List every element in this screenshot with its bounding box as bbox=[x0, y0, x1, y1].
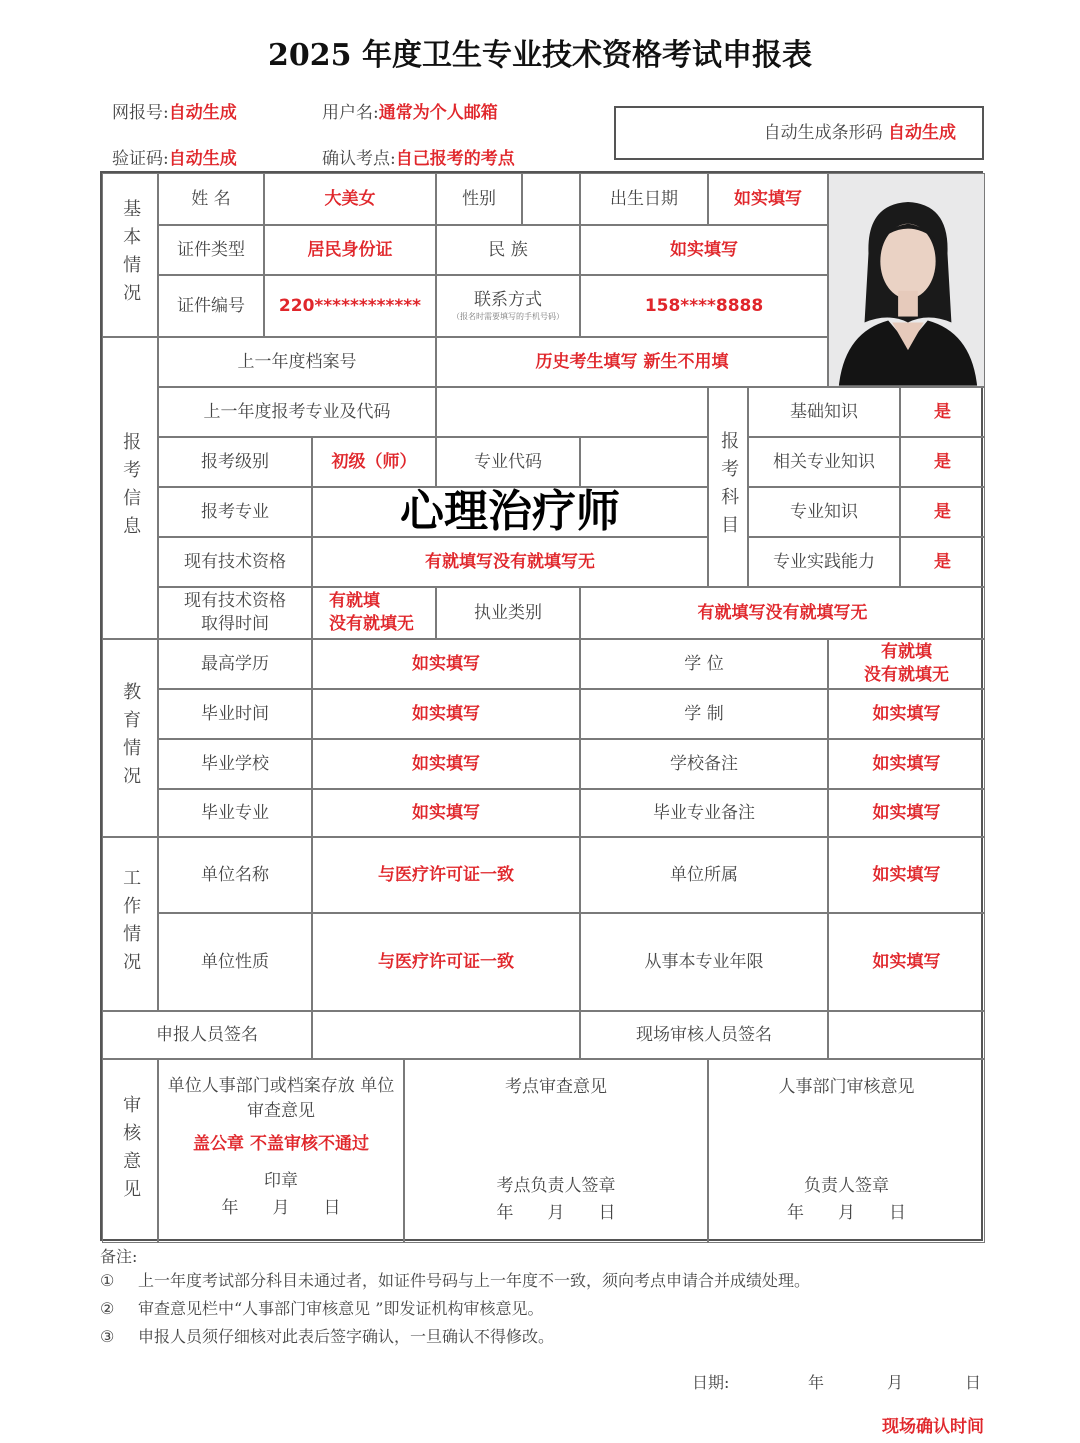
id-type-value[interactable] bbox=[264, 225, 436, 275]
subject-4-value[interactable] bbox=[900, 537, 985, 587]
prev-file-value[interactable] bbox=[436, 337, 828, 387]
username-label: 用户名: bbox=[322, 103, 379, 123]
net-no-label: 网报号: bbox=[112, 103, 169, 123]
code-value[interactable] bbox=[580, 437, 708, 487]
section-review: 审核意见 bbox=[102, 1059, 158, 1243]
school-label: 毕业学校 bbox=[158, 739, 312, 789]
prev-file-label: 上一年度档案号 bbox=[158, 337, 436, 387]
unit-opinion-label: 单位人事部门或档案存放 单位审查意见 bbox=[167, 1076, 395, 1121]
note-item bbox=[100, 1324, 1000, 1347]
degree-value-line1: 有就填 bbox=[881, 642, 932, 663]
school-note-value[interactable] bbox=[828, 739, 985, 789]
ethnicity-value[interactable] bbox=[580, 225, 828, 275]
degree-value[interactable] bbox=[828, 639, 985, 689]
qual-time-value[interactable] bbox=[312, 587, 436, 639]
schooling-value-text: 如实填写 bbox=[872, 703, 941, 724]
id-no-label: 证件编号 bbox=[158, 275, 264, 337]
username-value: 通常为个人邮箱 bbox=[378, 103, 498, 123]
years-label: 从事本专业年限 bbox=[580, 913, 828, 1011]
id-no-value[interactable] bbox=[264, 275, 436, 337]
qual-value[interactable] bbox=[312, 537, 708, 587]
unit-date: 年 月 日 bbox=[221, 1198, 341, 1219]
footer-date-label: 日期: bbox=[692, 1373, 730, 1392]
qual-time-label-text: 现有技术资格取得时间 bbox=[184, 591, 286, 634]
unit-name-value[interactable] bbox=[312, 837, 580, 913]
degree-edu-value[interactable] bbox=[312, 639, 580, 689]
schooling-value[interactable] bbox=[828, 689, 985, 739]
unit-opinion-value: 盖公章 不盖审核不通过 bbox=[193, 1134, 369, 1155]
footer-month: 月 bbox=[887, 1373, 904, 1392]
note-num: ① bbox=[100, 1271, 115, 1290]
degree-edu-label: 最高学历 bbox=[158, 639, 312, 689]
unit-seal-label: 印章 bbox=[264, 1171, 298, 1192]
section-subjects: 报考科目 bbox=[708, 387, 748, 587]
grad-time-value[interactable] bbox=[312, 689, 580, 739]
footer-day: 日 bbox=[965, 1373, 982, 1392]
site-opinion-label: 考点审查意见 bbox=[505, 1077, 607, 1097]
confirm-time: 现场确认时间 bbox=[882, 1417, 984, 1437]
notes-title: 备注: bbox=[100, 1247, 138, 1266]
unit-type-value[interactable] bbox=[312, 913, 580, 1011]
degree-label: 学 位 bbox=[580, 639, 828, 689]
schooling-label: 学 制 bbox=[580, 689, 828, 739]
applicant-sign-field[interactable] bbox=[312, 1011, 580, 1059]
prev-major-label: 上一年度报考专业及代码 bbox=[158, 387, 436, 437]
unit-name-value-text: 与医疗许可证一致 bbox=[378, 864, 514, 885]
unit-opinion-cell[interactable] bbox=[158, 1059, 404, 1243]
prev-major-value[interactable] bbox=[436, 387, 708, 437]
note-text: 上一年度考试部分科目未通过者，如证件号码与上一年度不一致，须向考点申请合并成绩处理。 bbox=[138, 1271, 811, 1290]
id-type-value-text: 居民身份证 bbox=[307, 239, 393, 260]
hr-opinion-label: 人事部门审核意见 bbox=[778, 1077, 915, 1097]
level-value-text: 初级（师） bbox=[331, 451, 417, 472]
section-work: 工作情况 bbox=[102, 837, 158, 1011]
qual-value-text: 有就填写没有就填写无 bbox=[425, 551, 595, 572]
subject-1-value-text: 是 bbox=[934, 401, 951, 422]
note-item bbox=[100, 1268, 1000, 1291]
grad-major-label: 毕业专业 bbox=[158, 789, 312, 837]
site-date: 年 月 日 bbox=[496, 1202, 616, 1223]
gender-value[interactable] bbox=[522, 173, 580, 225]
subject-1-value[interactable] bbox=[900, 387, 985, 437]
practice-label: 执业类别 bbox=[436, 587, 580, 639]
gender-label: 性别 bbox=[436, 173, 522, 225]
school-note-value-text: 如实填写 bbox=[872, 753, 941, 774]
subject-2-value-text: 是 bbox=[934, 451, 951, 472]
application-form-table bbox=[100, 171, 983, 1241]
note-num: ② bbox=[100, 1299, 115, 1318]
birth-label: 出生日期 bbox=[580, 173, 708, 225]
captcha bbox=[112, 144, 237, 169]
applicant-sign-label: 申报人员签名 bbox=[102, 1011, 312, 1059]
birth-value[interactable] bbox=[708, 173, 828, 225]
school-note-label: 学校备注 bbox=[580, 739, 828, 789]
net-no-value: 自动生成 bbox=[168, 103, 237, 123]
name-value-text: 大美女 bbox=[324, 188, 376, 209]
subject-3-value[interactable] bbox=[900, 487, 985, 537]
captcha-label: 验证码: bbox=[112, 149, 169, 169]
unit-type-value-text: 与医疗许可证一致 bbox=[378, 951, 514, 972]
unit-belong-value-text: 如实填写 bbox=[872, 864, 941, 885]
qual-time-label bbox=[158, 587, 312, 639]
subject-2-value[interactable] bbox=[900, 437, 985, 487]
net-no bbox=[112, 98, 237, 123]
notes-list bbox=[100, 1268, 1000, 1347]
practice-value[interactable] bbox=[580, 587, 985, 639]
barcode-value: 自动生成 bbox=[888, 123, 956, 143]
unit-name-label: 单位名称 bbox=[158, 837, 312, 913]
major-value-text: 心理治疗师 bbox=[400, 486, 620, 538]
qual-time-value-line2: 没有就填无 bbox=[329, 614, 414, 634]
subject-3-value-text: 是 bbox=[934, 501, 951, 522]
id-no-value-text: 220************ bbox=[278, 295, 422, 316]
degree-edu-value-text: 如实填写 bbox=[412, 653, 480, 674]
name-label: 姓 名 bbox=[158, 173, 264, 225]
level-label: 报考级别 bbox=[158, 437, 312, 487]
grad-major-note-value[interactable] bbox=[828, 789, 985, 837]
section-education: 教育情况 bbox=[102, 639, 158, 837]
contact-value[interactable] bbox=[580, 275, 828, 337]
ethnicity-value-text: 如实填写 bbox=[670, 239, 738, 260]
contact-label-text: 联系方式 bbox=[474, 290, 542, 311]
contact-label bbox=[436, 275, 580, 337]
prev-file-value-text: 历史考生填写 新生不用填 bbox=[535, 351, 729, 372]
unit-type-label: 单位性质 bbox=[158, 913, 312, 1011]
grad-major-value-text: 如实填写 bbox=[412, 802, 480, 823]
id-photo[interactable] bbox=[828, 173, 985, 387]
major-label: 报考专业 bbox=[158, 487, 312, 537]
unit-belong-label: 单位所属 bbox=[580, 837, 828, 913]
exam-site-value: 自己报考的考点 bbox=[395, 149, 515, 169]
barcode-box bbox=[614, 106, 984, 160]
reviewer-sign-field[interactable] bbox=[828, 1011, 985, 1059]
name-value[interactable] bbox=[264, 173, 436, 225]
subject-2-label: 相关专业知识 bbox=[748, 437, 900, 487]
section-apply: 报考信息 bbox=[102, 337, 158, 639]
years-value[interactable] bbox=[828, 913, 985, 1011]
years-value-text: 如实填写 bbox=[872, 951, 941, 972]
birth-value-text: 如实填写 bbox=[734, 188, 802, 209]
qual-time-value-line1: 有就填 bbox=[329, 591, 380, 612]
footer-year: 年 bbox=[808, 1373, 825, 1392]
page-title: 2025 年度卫生专业技术资格考试申报表 bbox=[268, 38, 812, 73]
barcode-label: 自动生成条形码 bbox=[763, 123, 883, 143]
practice-value-text: 有就填写没有就填写无 bbox=[697, 602, 868, 623]
unit-belong-value[interactable] bbox=[828, 837, 985, 913]
barcode-text bbox=[764, 118, 956, 143]
contact-note: （报名时需要填写的手机号码） bbox=[452, 312, 564, 322]
degree-value-line2: 没有就填无 bbox=[864, 665, 949, 685]
reviewer-sign-label: 现场审核人员签名 bbox=[580, 1011, 828, 1059]
note-text: 审查意见栏中“人事部门审核意见 ”即发证机构审核意见。 bbox=[138, 1299, 544, 1318]
section-basic: 基本情况 bbox=[102, 173, 158, 337]
subject-4-value-text: 是 bbox=[934, 551, 951, 572]
captcha-value: 自动生成 bbox=[168, 149, 237, 169]
level-value[interactable] bbox=[312, 437, 436, 487]
note-text: 申报人员须仔细核对此表后签字确认，一旦确认不得修改。 bbox=[138, 1327, 555, 1346]
note-num: ③ bbox=[100, 1327, 115, 1346]
major-value[interactable] bbox=[312, 487, 708, 537]
qual-label: 现有技术资格 bbox=[158, 537, 312, 587]
grad-major-note-value-text: 如实填写 bbox=[872, 802, 941, 823]
site-sign-label: 考点负责人签章 bbox=[496, 1175, 616, 1196]
site-opinion-cell[interactable] bbox=[404, 1059, 708, 1243]
school-value[interactable] bbox=[312, 739, 580, 789]
exam-site-label: 确认考点: bbox=[322, 149, 396, 169]
grad-major-note-label: 毕业专业备注 bbox=[580, 789, 828, 837]
username bbox=[322, 98, 498, 123]
note-item bbox=[100, 1296, 1000, 1319]
code-label: 专业代码 bbox=[436, 437, 580, 487]
subject-4-label: 专业实践能力 bbox=[748, 537, 900, 587]
grad-time-value-text: 如实填写 bbox=[412, 703, 480, 724]
grad-time-label: 毕业时间 bbox=[158, 689, 312, 739]
hr-date: 年 月 日 bbox=[787, 1202, 906, 1223]
portrait-image bbox=[829, 173, 984, 387]
grad-major-value[interactable] bbox=[312, 789, 580, 837]
exam-site bbox=[322, 144, 515, 169]
ethnicity-label: 民 族 bbox=[436, 225, 580, 275]
subject-3-label: 专业知识 bbox=[748, 487, 900, 537]
hr-sign-label: 负责人签章 bbox=[804, 1175, 889, 1196]
contact-value-text: 158****8888 bbox=[644, 295, 764, 316]
school-value-text: 如实填写 bbox=[412, 753, 480, 774]
subject-1-label: 基础知识 bbox=[748, 387, 900, 437]
hr-opinion-cell[interactable] bbox=[708, 1059, 985, 1243]
id-type-label: 证件类型 bbox=[158, 225, 264, 275]
